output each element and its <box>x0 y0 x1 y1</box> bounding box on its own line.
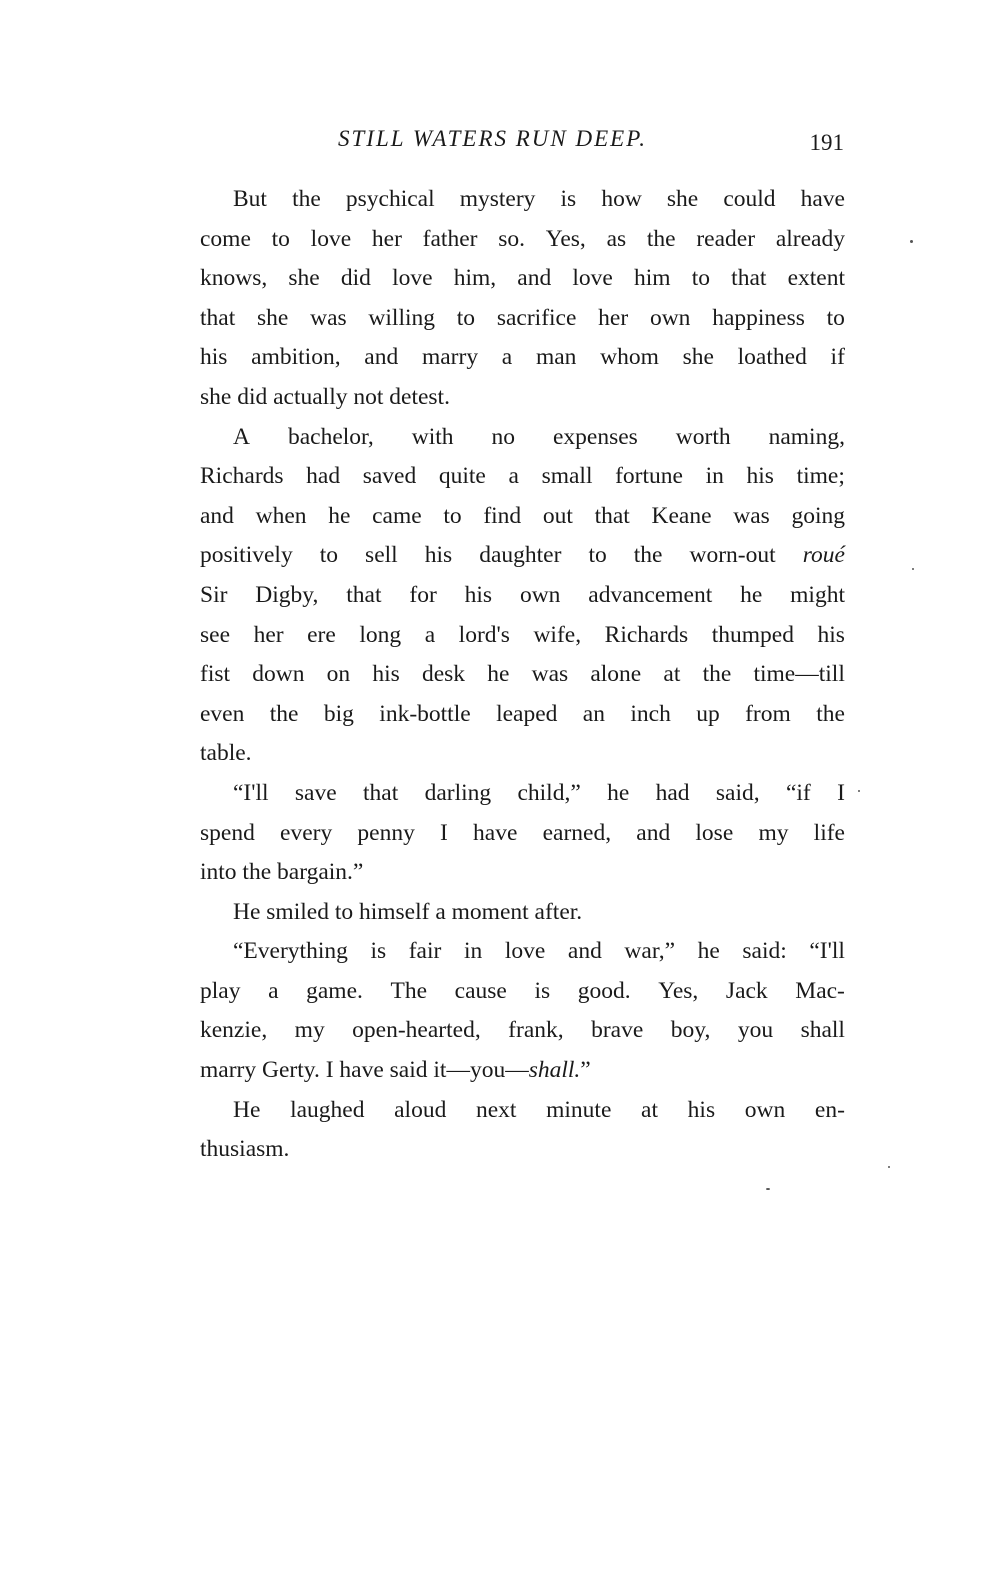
word: come <box>200 225 251 252</box>
word: so. <box>498 225 525 252</box>
word: fist <box>200 661 231 688</box>
word: extent <box>787 265 845 292</box>
word: “if <box>785 779 811 806</box>
word: his <box>817 621 845 648</box>
text-line <box>200 338 845 378</box>
word: fortune <box>615 463 683 490</box>
word: cause <box>454 977 507 1004</box>
word: The <box>390 977 428 1004</box>
word: worth <box>675 423 731 450</box>
text-line <box>200 774 845 814</box>
word: ere <box>307 621 336 648</box>
word: that <box>200 304 236 331</box>
word: reader <box>696 225 756 252</box>
word: my <box>758 819 789 846</box>
text-line <box>200 1091 845 1131</box>
word: to <box>443 502 462 529</box>
text-line <box>200 1130 845 1170</box>
text-run: table. <box>200 740 252 767</box>
word: his <box>464 581 493 608</box>
text-line <box>200 655 845 695</box>
word: sacrifice <box>496 304 577 331</box>
word: have <box>800 186 845 212</box>
word: knows, <box>200 265 268 292</box>
word: expenses <box>552 423 638 450</box>
word: no <box>491 423 516 450</box>
scan-speck <box>912 568 914 570</box>
word: his <box>687 1096 716 1123</box>
word: and <box>364 344 399 371</box>
word: desk <box>421 661 466 688</box>
word: have <box>473 819 518 846</box>
word: for <box>409 581 437 608</box>
word: own <box>519 581 561 608</box>
word: to <box>456 304 476 331</box>
word: was <box>310 304 347 331</box>
word: his <box>746 463 774 490</box>
word: him, <box>453 265 497 292</box>
word: love <box>392 265 433 292</box>
word: how <box>601 186 642 212</box>
word: love <box>572 265 613 292</box>
word: Yes, <box>545 225 586 252</box>
page-number: 191 <box>809 130 844 155</box>
word: might <box>790 581 845 608</box>
word: brave <box>591 1017 644 1044</box>
word: a <box>501 344 513 371</box>
word: even <box>200 700 245 727</box>
body-text <box>200 180 845 1170</box>
word: I <box>837 779 845 806</box>
word: and <box>567 938 602 965</box>
word: bachelor, <box>287 423 374 450</box>
word: every <box>280 819 333 846</box>
word: long <box>359 621 402 648</box>
text-run: marry Gerty. I have said it—you— <box>200 1057 529 1084</box>
word: child,” <box>517 779 581 806</box>
text-line <box>200 457 845 497</box>
word: willing <box>368 304 436 331</box>
word: he <box>328 502 351 529</box>
word: Sir <box>200 581 228 608</box>
word: Mac- <box>795 977 845 1004</box>
word: is <box>534 977 551 1004</box>
word: the <box>269 700 299 727</box>
word: when <box>255 502 307 529</box>
word: her <box>598 304 629 331</box>
text-line <box>200 695 845 735</box>
word: said: <box>742 938 787 965</box>
word: you <box>737 1017 774 1044</box>
text-run: thusiasm. <box>200 1136 290 1163</box>
word: in <box>705 463 724 490</box>
text-line <box>200 378 845 418</box>
word: to <box>826 304 845 331</box>
word: wife, <box>533 621 582 648</box>
word: did <box>340 265 371 292</box>
word: small <box>541 463 593 490</box>
text-line <box>200 536 845 576</box>
word: Jack <box>725 977 768 1004</box>
text-line <box>200 893 845 933</box>
word: the <box>633 542 663 569</box>
word: marry <box>421 344 479 371</box>
text-line <box>200 616 845 656</box>
word: en- <box>814 1096 845 1123</box>
text-line <box>200 299 845 339</box>
text-line <box>200 972 845 1012</box>
word: save <box>294 779 337 806</box>
word: she <box>682 344 714 371</box>
word: in <box>463 938 483 965</box>
word: next <box>475 1096 517 1123</box>
text-line <box>200 180 845 220</box>
word: penny <box>357 819 415 846</box>
word: an <box>582 700 605 727</box>
word: aloud <box>394 1096 447 1123</box>
word: going <box>791 502 845 529</box>
word: whom <box>600 344 659 371</box>
scan-speck <box>910 240 913 243</box>
word: But <box>233 186 267 212</box>
word: inch <box>630 700 671 727</box>
word: if <box>830 344 845 371</box>
text-line <box>200 853 845 893</box>
word: advancement <box>588 581 713 608</box>
word: a <box>424 621 436 648</box>
word: lord's <box>458 621 510 648</box>
word: quite <box>438 463 486 490</box>
word: worn-out <box>689 542 776 569</box>
word: is <box>560 186 577 212</box>
word: and <box>636 819 671 846</box>
word: positively <box>200 542 293 569</box>
word: ink-bottle <box>379 700 471 727</box>
word: good. <box>577 977 631 1004</box>
word: alone <box>590 661 642 688</box>
word: out <box>542 502 573 529</box>
word: the <box>646 225 676 252</box>
word: the <box>702 661 732 688</box>
word: at <box>663 661 681 688</box>
word: a <box>268 977 279 1004</box>
word: own <box>744 1096 786 1123</box>
text-line <box>200 734 845 774</box>
word: father <box>422 225 478 252</box>
word: had <box>306 463 341 490</box>
word: shall <box>800 1017 845 1044</box>
word: and <box>200 502 234 529</box>
word: big <box>323 700 354 727</box>
word: he <box>740 581 763 608</box>
text-run: ” <box>580 1057 591 1084</box>
word: darling <box>424 779 492 806</box>
word: sell <box>365 542 398 569</box>
text-line <box>200 932 845 972</box>
word: Richards <box>604 621 689 648</box>
word: her <box>371 225 402 252</box>
word: thumped <box>711 621 794 648</box>
word: was <box>531 661 569 688</box>
word: at <box>641 1096 659 1123</box>
word: Richards <box>200 463 284 490</box>
word: said, <box>715 779 760 806</box>
word: leaped <box>496 700 558 727</box>
word: down <box>252 661 305 688</box>
text-line <box>200 259 845 299</box>
word: laughed <box>290 1096 365 1123</box>
text-line <box>200 1051 845 1091</box>
word: lose <box>695 819 734 846</box>
word: to <box>691 265 711 292</box>
text-run: into the bargain.” <box>200 859 364 886</box>
text-line <box>200 220 845 260</box>
word: saved <box>362 463 417 490</box>
word: my <box>294 1017 325 1044</box>
word: his <box>200 344 228 371</box>
word: she <box>666 186 699 212</box>
word: earned, <box>542 819 612 846</box>
word: her <box>253 621 284 648</box>
word: find <box>483 502 522 529</box>
word: came <box>372 502 422 529</box>
page-header <box>200 118 848 158</box>
word: Keane <box>651 502 712 529</box>
word: the <box>816 700 845 727</box>
word: the <box>292 186 321 212</box>
word: man <box>535 344 577 371</box>
word: to <box>271 225 290 252</box>
scan-speck <box>858 790 860 792</box>
running-title: STILL WATERS RUN DEEP. <box>338 126 648 151</box>
word: he <box>487 661 510 688</box>
text-run: He smiled to himself a moment after. <box>233 898 583 925</box>
word: spend <box>200 819 255 846</box>
text-run: she did actually not detest. <box>200 383 450 410</box>
word: minute <box>546 1096 612 1123</box>
text-line <box>200 497 845 537</box>
word: a <box>508 463 519 490</box>
word: was <box>733 502 770 529</box>
word: his <box>424 542 453 569</box>
word: He <box>233 1096 261 1123</box>
word: frank, <box>508 1017 564 1044</box>
word: with <box>411 423 454 450</box>
scan-speck <box>766 1188 770 1190</box>
word: she <box>288 265 320 292</box>
word: he <box>697 938 720 965</box>
word: see <box>200 621 231 648</box>
word: that <box>731 265 767 292</box>
word: that <box>346 581 382 608</box>
scan-speck <box>888 1166 890 1168</box>
word: his <box>372 661 400 688</box>
word: Digby, <box>255 581 319 608</box>
word: psychical <box>345 186 435 212</box>
word: could <box>723 186 776 212</box>
text-line <box>200 418 845 458</box>
word: play <box>200 977 241 1004</box>
word: him <box>634 265 671 292</box>
text-line <box>200 576 845 616</box>
word: already <box>775 225 845 252</box>
word: life <box>813 819 845 846</box>
italic-text: shall. <box>528 1057 581 1084</box>
word: to <box>588 542 607 569</box>
word: I <box>440 819 448 846</box>
word: time—till <box>753 661 845 688</box>
word: war,” <box>624 938 676 965</box>
word: up <box>696 700 720 727</box>
word: open-hearted, <box>352 1017 481 1044</box>
word: “I'll <box>809 938 845 965</box>
text-line <box>200 1011 845 1051</box>
word: had <box>655 779 690 806</box>
word: that <box>362 779 399 806</box>
word: she <box>257 304 289 331</box>
word: kenzie, <box>200 1017 268 1044</box>
word: daughter <box>479 542 562 569</box>
italic-text: roué <box>802 542 845 569</box>
word: “Everything <box>233 938 348 965</box>
word: and <box>517 265 552 292</box>
word: game. <box>306 977 363 1004</box>
word: from <box>745 700 791 727</box>
word: is <box>370 938 387 965</box>
word: that <box>594 502 630 529</box>
word: love <box>310 225 352 252</box>
word: loathed <box>737 344 807 371</box>
word: “I'll <box>233 779 269 806</box>
word: on <box>326 661 351 688</box>
word: time; <box>796 463 845 490</box>
word: love <box>504 938 546 965</box>
word: Yes, <box>658 977 699 1004</box>
word: ambition, <box>251 344 341 371</box>
word: mystery <box>459 186 536 212</box>
word: he <box>607 779 630 806</box>
word: naming, <box>768 423 845 450</box>
word: happiness <box>712 304 805 331</box>
word: to <box>319 542 339 569</box>
word: own <box>649 304 691 331</box>
word: A <box>233 423 250 450</box>
word: fair <box>408 938 442 965</box>
word: as <box>606 225 627 252</box>
word: boy, <box>670 1017 711 1044</box>
text-line <box>200 814 845 854</box>
